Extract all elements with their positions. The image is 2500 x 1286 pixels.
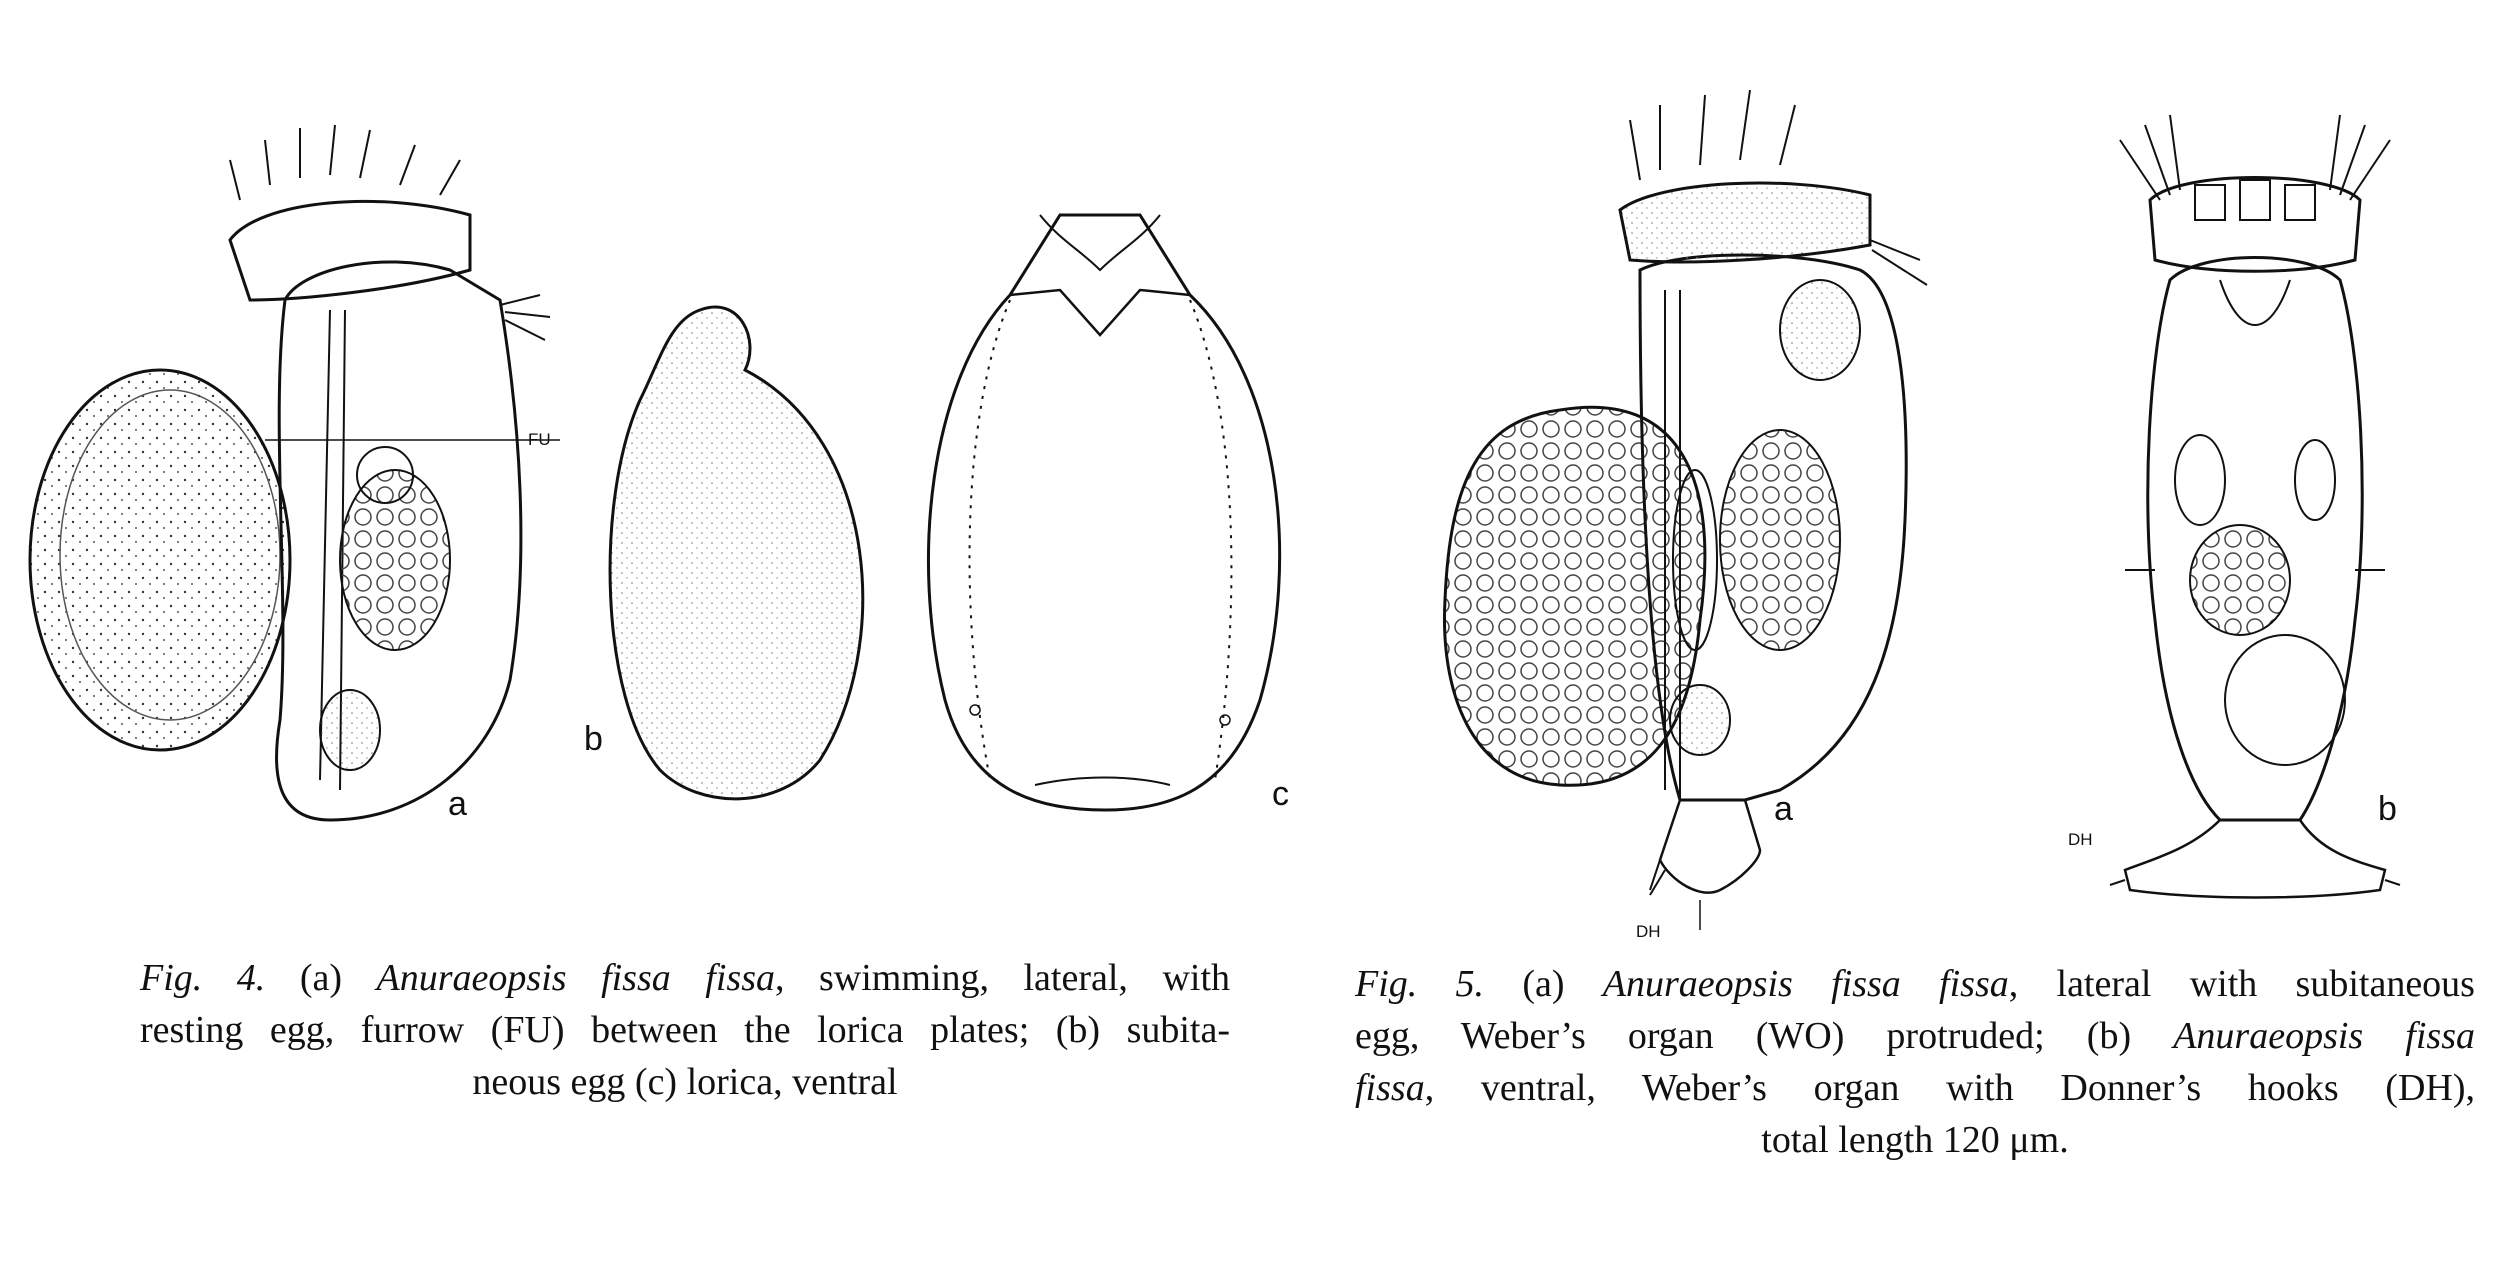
fig5b-annotation-dh: DH bbox=[2068, 830, 2093, 849]
fig5-caption-label: Fig. 5. bbox=[1355, 963, 1485, 1005]
fig4-caption-species: Anuraeopsis fissa fissa bbox=[376, 957, 775, 999]
fig4-caption-line1: , swimming, lateral, with bbox=[774, 957, 1230, 999]
fig4-panel-label-c: c bbox=[1272, 775, 1289, 813]
fig5a-drawing bbox=[1444, 90, 1927, 930]
fig4-caption-line3: neous egg (c) lorica, ventral bbox=[472, 1061, 898, 1103]
fig5a-annotation-dh: DH bbox=[1636, 922, 1661, 941]
fig5-caption-line3: , ventral, Weber’s organ with Donner’s hooks (DH), bbox=[1424, 1067, 2475, 1109]
fig5b-drawing bbox=[2110, 115, 2400, 898]
fig4-panel-label-b: b bbox=[584, 720, 603, 758]
fig4-caption-line2: resting egg, furrow (FU) between the lorica plates; (b) subita- bbox=[140, 1009, 1230, 1051]
fig5-caption-line2: egg, Weber’s organ (WO) protruded; (b) bbox=[1355, 1015, 2132, 1057]
lorica-outline bbox=[928, 215, 1279, 810]
fig4a-drawing bbox=[30, 125, 560, 820]
resting-egg bbox=[30, 370, 290, 750]
fig5-caption-marker-a: (a) bbox=[1522, 963, 1565, 1005]
fig4b-drawing bbox=[610, 307, 863, 799]
fig5-caption bbox=[1355, 958, 2475, 1166]
fig4-caption-marker-a: (a) bbox=[299, 957, 343, 999]
fig4-caption bbox=[140, 952, 1230, 1108]
fig5-panel-label-a: a bbox=[1774, 790, 1793, 828]
fig4-annotation-furrow: FU bbox=[528, 430, 551, 449]
fig5-caption-species-b1: Anuraeopsis fissa bbox=[2173, 1015, 2475, 1057]
fig5-caption-species-b2: fissa bbox=[1355, 1067, 1425, 1109]
fig5-caption-line1: , lateral with subitaneous bbox=[2008, 963, 2475, 1005]
fig4-panel-label-a: a bbox=[448, 785, 467, 823]
fig5-caption-species-a: Anuraeopsis fissa fissa bbox=[1602, 963, 2009, 1005]
fig4-caption-label: Fig. 4. bbox=[140, 957, 266, 999]
subitaneous-egg bbox=[610, 307, 863, 799]
fig4c-drawing bbox=[928, 215, 1279, 810]
fig5-caption-line4: total length 120 μm. bbox=[1761, 1119, 2069, 1161]
fig5-panel-label-b: b bbox=[2378, 790, 2397, 828]
